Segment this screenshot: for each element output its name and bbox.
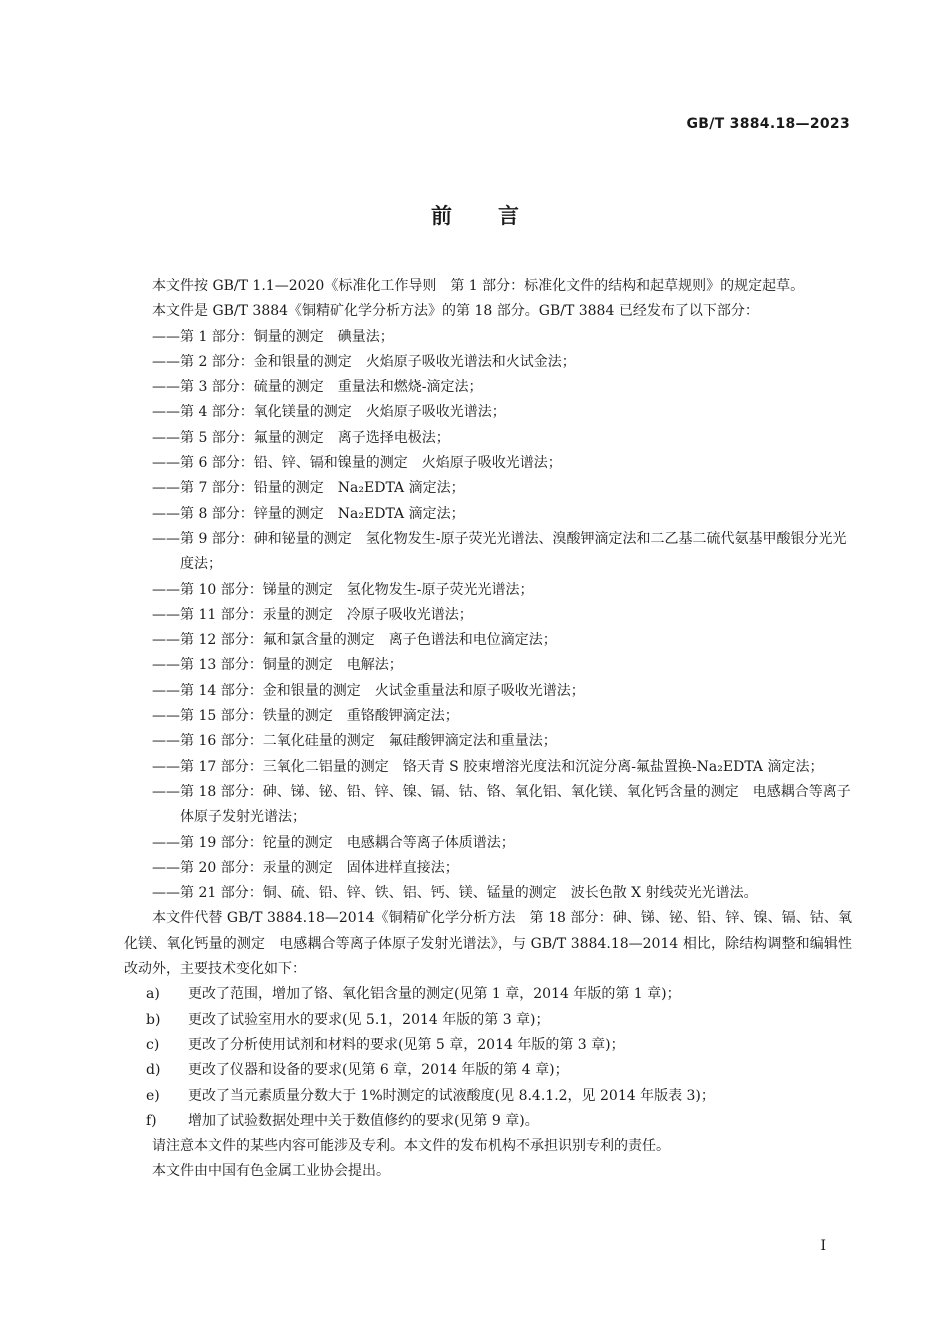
part-text: 第 10 部分：锑量的测定 氢化物发生-原子荧光光谱法；	[180, 581, 534, 598]
part-text: 第 9 部分：砷和铋量的测定 氢化物发生-原子荧光光谱法、溴酸钾滴定法和二乙基二硫代氨基甲酸银分光光度法；	[180, 530, 847, 573]
dash-marker: ——	[152, 379, 180, 396]
dash-marker: ——	[152, 783, 180, 800]
list-item	[124, 1008, 852, 1033]
change-text: 更改了范围，增加了铬、氧化铝含量的测定(见第 1 章，2014 年版的第 1 章)；	[188, 986, 681, 1003]
part-text: 第 14 部分：金和银量的测定 火试金重量法和原子吸收光谱法；	[180, 682, 585, 699]
list-item	[124, 1058, 852, 1083]
part-text: 第 4 部分：氧化镁量的测定 火焰原子吸收光谱法；	[180, 404, 506, 421]
item-marker: e)	[146, 1087, 160, 1104]
page-number: I	[820, 1238, 826, 1254]
intro-paragraph: 本文件是 GB/T 3884《铜精矿化学分析方法》的第 18 部分。GB/T 3884 已经发布了以下部分：	[152, 303, 759, 320]
list-item	[124, 780, 852, 831]
replacement-paragraph: 本文件代替 GB/T 3884.18—2014《铜精矿化学分析方法 第 18 部分：砷、锑、铋、铅、锌、镍、镉、钴、氧化镁、氧化钙量的测定 电感耦合等离子体原子发射光谱法》，与 GB/T 3884.18—2014 相比，除结构调整和编辑性改动外，主要技术变化如下：	[124, 910, 852, 978]
dash-marker: ——	[152, 758, 180, 775]
list-item	[124, 451, 852, 476]
part-text: 第 19 部分：铊量的测定 电感耦合等离子体质谱法；	[180, 834, 515, 851]
part-text: 第 1 部分：铜量的测定 碘量法；	[180, 328, 394, 345]
list-item	[124, 653, 852, 678]
part-text: 第 17 部分：三氧化二铝量的测定 铬天青 S 胶束增溶光度法和沉淀分离-氟盐置换-Na₂EDTA 滴定法；	[180, 758, 824, 775]
list-item	[124, 831, 852, 856]
dash-marker: ——	[152, 708, 180, 725]
intro-paragraph: 本文件按 GB/T 1.1—2020《标准化工作导则 第 1 部分：标准化文件的结构和起草规则》的规定起草。	[152, 278, 805, 294]
parts-list	[124, 325, 852, 907]
item-marker: a)	[146, 986, 160, 1003]
list-item	[124, 1109, 852, 1134]
change-text: 更改了试验室用水的要求(见 5.1，2014 年版的第 3 章)；	[188, 1011, 550, 1028]
list-item	[124, 679, 852, 704]
list-item	[124, 350, 852, 375]
list-item	[124, 729, 852, 754]
item-marker: f)	[146, 1112, 157, 1129]
part-text: 第 12 部分：氟和氯含量的测定 离子色谱法和电位滴定法；	[180, 632, 557, 649]
patent-notice: 请注意本文件的某些内容可能涉及专利。本文件的发布机构不承担识别专利的责任。	[152, 1138, 670, 1155]
list-item	[124, 527, 852, 578]
list-item	[124, 502, 852, 527]
dash-marker: ——	[152, 859, 180, 876]
item-marker: b)	[146, 1011, 161, 1028]
list-item	[124, 982, 852, 1007]
list-item	[124, 628, 852, 653]
list-item	[124, 881, 852, 906]
list-item	[124, 704, 852, 729]
dash-marker: ——	[152, 455, 180, 472]
proposer-statement: 本文件由中国有色金属工业协会提出。	[152, 1163, 390, 1180]
dash-marker: ——	[152, 885, 180, 902]
part-text: 第 15 部分：铁量的测定 重铬酸钾滴定法；	[180, 708, 459, 725]
standard-code: GB/T 3884.18—2023	[686, 116, 850, 132]
part-text: 第 3 部分：硫量的测定 重量法和燃烧-滴定法；	[180, 379, 483, 396]
list-item	[124, 1084, 852, 1109]
list-item	[124, 400, 852, 425]
list-item	[124, 755, 852, 780]
change-text: 更改了仪器和设备的要求(见第 6 章，2014 年版的第 4 章)；	[188, 1062, 569, 1079]
list-item	[124, 476, 852, 501]
foreword-body	[124, 274, 852, 1185]
dash-marker: ——	[152, 657, 180, 674]
part-text: 第 8 部分：锌量的测定 Na₂EDTA 滴定法；	[180, 505, 465, 522]
list-item	[124, 426, 852, 451]
change-text: 更改了当元素质量分数大于 1%时测定的试液酸度(见 8.4.1.2，见 2014 年版表 3)；	[188, 1087, 715, 1104]
page-title: 前言	[431, 204, 565, 228]
dash-marker: ——	[152, 404, 180, 421]
dash-marker: ——	[152, 429, 180, 446]
changes-list	[124, 982, 852, 1134]
list-item	[124, 578, 852, 603]
part-text: 第 16 部分：二氧化硅量的测定 氟硅酸钾滴定法和重量法；	[180, 733, 557, 750]
dash-marker: ——	[152, 505, 180, 522]
part-text: 第 6 部分：铅、锌、镉和镍量的测定 火焰原子吸收光谱法；	[180, 455, 562, 472]
part-text: 第 11 部分：汞量的测定 冷原子吸收光谱法；	[180, 606, 473, 623]
change-text: 更改了分析使用试剂和材料的要求(见第 5 章，2014 年版的第 3 章)；	[188, 1036, 625, 1053]
dash-marker: ——	[152, 733, 180, 750]
dash-marker: ——	[152, 834, 180, 851]
part-text: 第 2 部分：金和银量的测定 火焰原子吸收光谱法和火试金法；	[180, 353, 576, 370]
part-text: 第 5 部分：氟量的测定 离子选择电极法；	[180, 429, 450, 446]
dash-marker: ——	[152, 328, 180, 345]
list-item	[124, 325, 852, 350]
change-text: 增加了试验数据处理中关于数值修约的要求(见第 9 章)。	[188, 1112, 539, 1129]
part-text: 第 18 部分：砷、锑、铋、铅、锌、镍、镉、钴、铬、氧化铝、氧化镁、氧化钙含量的测定 电感耦合等离子体原子发射光谱法；	[180, 783, 851, 826]
list-item	[124, 1033, 852, 1058]
part-text: 第 13 部分：铜量的测定 电解法；	[180, 657, 403, 674]
item-marker: c)	[146, 1036, 160, 1053]
item-marker: d)	[146, 1062, 161, 1079]
part-text: 第 21 部分：铜、硫、铅、锌、铁、铝、钙、镁、锰量的测定 波长色散 X 射线荧光光谱法。	[180, 885, 758, 902]
dash-marker: ——	[152, 480, 180, 497]
dash-marker: ——	[152, 581, 180, 598]
list-item	[124, 856, 852, 881]
list-item	[124, 603, 852, 628]
dash-marker: ——	[152, 682, 180, 699]
dash-marker: ——	[152, 632, 180, 649]
dash-marker: ——	[152, 353, 180, 370]
part-text: 第 20 部分：汞量的测定 固体进样直接法；	[180, 859, 459, 876]
dash-marker: ——	[152, 530, 180, 547]
list-item	[124, 375, 852, 400]
dash-marker: ——	[152, 606, 180, 623]
part-text: 第 7 部分：铅量的测定 Na₂EDTA 滴定法；	[180, 480, 465, 497]
